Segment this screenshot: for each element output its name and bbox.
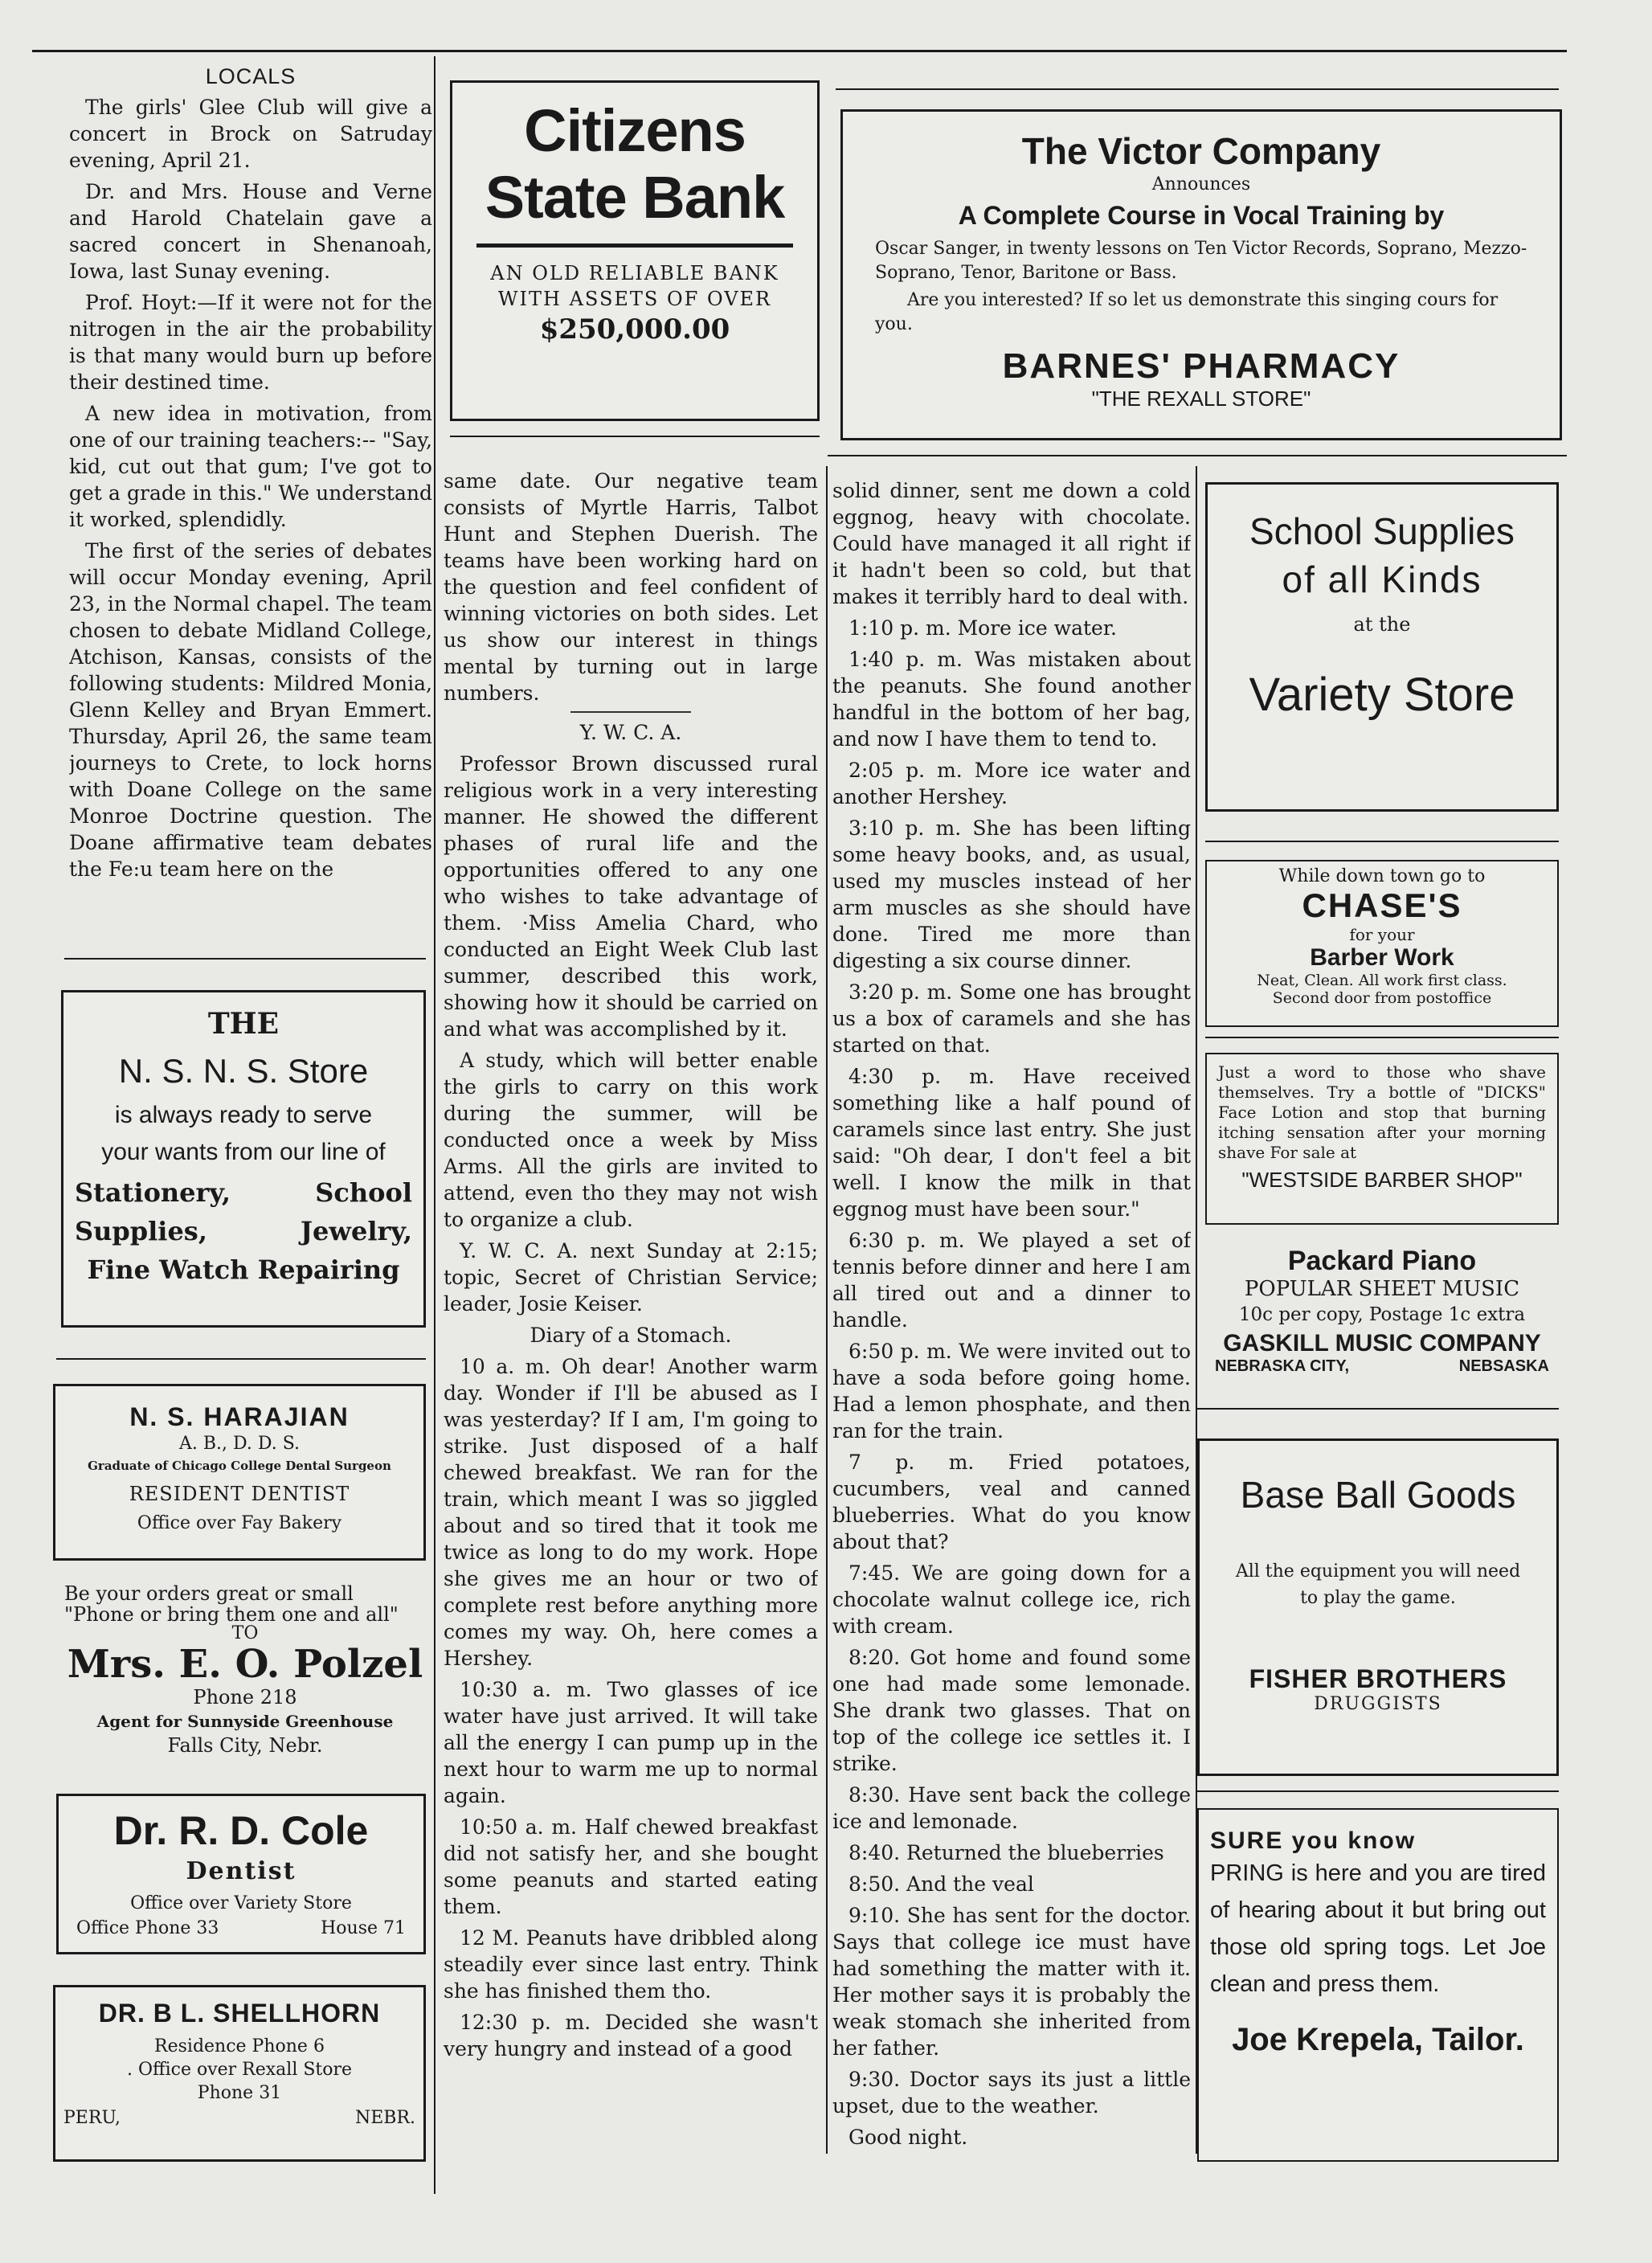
westside-text: Just a word to those who shave themselves. Try a bottle of "DICKS" Face Lotion and stop that burning itching sensation after your morning shave For sale at bbox=[1218, 1062, 1546, 1162]
nsns-the: THE bbox=[207, 1007, 280, 1041]
locals-paragraph: The first of the series of debates will occur Monday evening, April 23, in the Normal chapel. The team chosen to debate Midland College, Atchison, Kansas, consists of the following students: Mildred Monia, Glenn Kelley and Bryan Emmert. Thursday, April 26, the same team journeys to Crete, to lock horns with Doane College on the same Monroe Doctrine question. The Doane affirmative team debates the Fe:u team here on the bbox=[69, 539, 432, 881]
supplies-line1: School Supplies bbox=[1249, 510, 1515, 552]
locals-heading: LOCALS bbox=[205, 64, 296, 88]
polzel-city: Falls City, Nebr. bbox=[167, 1734, 323, 1757]
ywca-heading: Y. W. C. A. bbox=[579, 721, 682, 744]
packard-price: 10c per copy, Postage 1c extra bbox=[1238, 1304, 1526, 1325]
school-supplies-ad bbox=[1205, 482, 1559, 812]
diary-entry: 12:30 p. m. Decided she wasn't very hungry and instead of a good bbox=[444, 2011, 818, 2060]
supplies-at: at the bbox=[1353, 613, 1411, 636]
diary-entry: 8:40. Returned the blueberries bbox=[848, 1841, 1164, 1864]
baseball-line1: All the equipment you will need bbox=[1235, 1561, 1521, 1582]
harajian-resident: RESIDENT DENTIST bbox=[129, 1483, 350, 1505]
victor-title: The Victor Company bbox=[1021, 130, 1381, 172]
polzel-phone: Phone 218 bbox=[193, 1686, 297, 1709]
nsns-rule bbox=[56, 1358, 426, 1360]
nsns-name: N. S. N. S. Store bbox=[118, 1052, 369, 1090]
ywca-paragraph: Professor Brown discussed rural religious work in a very interesting manner. He showed the different phases of rural life and the opportunities offered to any one who wishes to take advantage of them. ·Miss Amelia Chard, who conducted an Eight Week Club last summer, described this work, showing how it should be carried on and what was accomplished by it. bbox=[444, 752, 818, 1041]
diary-entry: 10:30 a. m. Two glasses of ice water have just arrived. It will take all the energy I can pump up in the next hour to warm me up to normal again. bbox=[444, 1678, 818, 1807]
packard-name: Packard Piano bbox=[1287, 1246, 1477, 1276]
bank-rule bbox=[450, 436, 820, 437]
column-divider-2 bbox=[826, 466, 828, 2154]
harajian-graduate: Graduate of Chicago College Dental Surgeon bbox=[88, 1459, 391, 1473]
locals-paragraph: The girls' Glee Club will give a concert in Brock on Satruday evening, April 21. bbox=[69, 96, 432, 172]
packard-state: NEBSASKA bbox=[1458, 1357, 1549, 1375]
citizens-bank-ad bbox=[450, 80, 820, 421]
harajian-ad bbox=[53, 1384, 426, 1561]
supplies-rule bbox=[1205, 841, 1559, 842]
krepela-body: PRING is here and you are tired of hearing about it but bring out those old spring togs. Let Joe clean and press them. bbox=[1210, 1860, 1546, 1997]
diary-entry: 4:30 p. m. Have received something like a half pound of caramels since last entry. She just said: "Oh dear, I don't feel a bit well. I know the milk in that eggnog must have been sour." bbox=[832, 1065, 1191, 1221]
ywca-paragraph: Y. W. C. A. next Sunday at 2:15; topic, Secret of Christian Service; leader, Josie Keiser. bbox=[444, 1239, 818, 1316]
nsns-stationery: Stationery, bbox=[75, 1177, 231, 1208]
bank-amount: $250,000.00 bbox=[539, 313, 730, 346]
cole-house-phone: House 71 bbox=[321, 1918, 406, 1938]
top-rule-right bbox=[836, 88, 1559, 90]
diary-entry: 10:50 a. m. Half chewed breakfast did not satisfy her, and she bought some peanuts and started eating them. bbox=[444, 1815, 818, 1918]
krepela-tailor-ad bbox=[1197, 1808, 1559, 2162]
supplies-line2: of all Kinds bbox=[1282, 559, 1482, 600]
diary-entry: 10 a. m. Oh dear! Another warm day. Wonder if I'll be abused as I was yesterday? If I am, I'm going to strike. Just disposed of a half chewed breakfast. We ran for the train, which meant I was so jiggled about and so tired that it took me twice as long to do my work. Hope she gives me an hour or two of complete rest before anything more comes my way. Oh, here comes a Hershey. bbox=[444, 1355, 818, 1670]
diary-entry: 6:30 p. m. We played a set of tennis before dinner and here I am all tired out and a dinner to handle. bbox=[832, 1229, 1191, 1332]
debate-continued: same date. Our negative team consists of Myrtle Harris, Talbot Hunt and Stephen Duerish. The teams have been working hard on the question and feel confident of winning victories on both sides. Let us show our interest in things mental by turning out in large numbers. bbox=[444, 469, 818, 705]
polzel-name: Mrs. E. O. Polzel bbox=[67, 1642, 423, 1687]
gaskill-company: GASKILL MUSIC COMPANY bbox=[1223, 1330, 1541, 1357]
polzel-to: TO bbox=[231, 1623, 259, 1643]
cole-title: Dentist bbox=[186, 1857, 296, 1885]
diary-entry: 8:20. Got home and found some one had made some lemonade. She drank two glasses. That on top of the college ice settles it. I strike. bbox=[832, 1646, 1191, 1775]
chase-intro: While down town go to bbox=[1278, 866, 1486, 886]
nsns-line1: is always ready to serve bbox=[114, 1102, 373, 1128]
diary-entry: 8:30. Have sent back the college ice and lemonade. bbox=[832, 1783, 1191, 1833]
westside-name: "WESTSIDE BARBER SHOP" bbox=[1241, 1168, 1523, 1192]
chase-rule bbox=[1205, 1037, 1559, 1038]
diary-entry: 1:10 p. m. More ice water. bbox=[848, 616, 1117, 640]
baseball-rule bbox=[1197, 1790, 1559, 1792]
baseball-title: Base Ball Goods bbox=[1240, 1474, 1516, 1516]
locals-paragraph: Dr. and Mrs. House and Verne and Harold Chatelain gave a sacred concert in Shenanoah, Iowa, last Sunay evening. bbox=[69, 180, 432, 283]
polzel-line2: "Phone or bring them one and all" bbox=[64, 1603, 399, 1626]
bank-line1: Citizens bbox=[524, 97, 746, 164]
locals-paragraph: Prof. Hoyt:—If it were not for the nitrogen in the air the probability is that many would burn up before their destined time. bbox=[69, 291, 432, 394]
diary-entry: 6:50 p. m. We were invited out to have a soda before going home. Had a lemon phosphate, and then ran for the train. bbox=[832, 1340, 1191, 1443]
nsns-jewelry: Jewelry, bbox=[300, 1216, 412, 1246]
middle-column bbox=[444, 468, 818, 2163]
baseball-line2: to play the game. bbox=[1300, 1588, 1456, 1608]
polzel-ad bbox=[64, 1583, 426, 1776]
locals-column bbox=[69, 64, 432, 972]
nsns-line2: your wants from our line of bbox=[101, 1139, 386, 1165]
victor-description: Oscar Sanger, in twenty lessons on Ten Victor Records, Soprano, Mezzo-Soprano, Tenor, Baritone or Bass. bbox=[875, 239, 1527, 283]
variety-store: Variety Store bbox=[1249, 669, 1515, 721]
cole-ad bbox=[56, 1794, 426, 1954]
chase-name: CHASE'S bbox=[1302, 886, 1462, 924]
diary-entry: 12 M. Peanuts have dribbled along steadily ever since last entry. Think she has finished them tho. bbox=[444, 1926, 818, 2003]
diary-heading: Diary of a Stomach. bbox=[530, 1324, 732, 1347]
krepela-heading: SURE you know bbox=[1210, 1827, 1417, 1854]
bank-divider bbox=[476, 243, 793, 248]
harajian-name: N. S. HARAJIAN bbox=[129, 1402, 350, 1431]
packard-rule bbox=[1197, 1408, 1559, 1410]
column-divider-1 bbox=[434, 56, 435, 2194]
fisher-brothers: FISHER BROTHERS bbox=[1249, 1664, 1507, 1693]
chase-barber-ad bbox=[1205, 860, 1559, 1027]
bank-tag2: WITH ASSETS OF OVER bbox=[497, 288, 772, 310]
nsns-watch: Fine Watch Repairing bbox=[87, 1254, 400, 1285]
shellhorn-nebr: NEBR. bbox=[354, 2108, 415, 2128]
baseball-goods-ad bbox=[1197, 1438, 1559, 1776]
polzel-line1: Be your orders great or small bbox=[64, 1582, 354, 1605]
diary-continued-column bbox=[832, 477, 1191, 2165]
shellhorn-ad bbox=[53, 1985, 426, 2162]
shellhorn-residence: Residence Phone 6 bbox=[154, 2036, 325, 2056]
diary-entry: 7 p. m. Fried potatoes, cucumbers, veal and canned blueberries. What do you know about that? bbox=[832, 1451, 1191, 1553]
diary-entry: 3:20 p. m. Some one has brought us a box of caramels and she has started on that. bbox=[832, 980, 1191, 1057]
nsns-school: School bbox=[315, 1177, 412, 1208]
diary-entry: 7:45. We are going down for a chocolate walnut college ice, rich with cream. bbox=[832, 1561, 1191, 1638]
rexall-store: "THE REXALL STORE" bbox=[1091, 387, 1311, 411]
diary-continued: solid dinner, sent me down a cold eggnog, heavy with chocolate. Could have managed it all right if it hadn't been so cold, but that makes it terribly hard to deal with. bbox=[832, 479, 1191, 608]
diary-entry: Good night. bbox=[848, 2126, 968, 2149]
diary-entry: 9:30. Doctor says its just a little upset, due to the weather. bbox=[832, 2068, 1191, 2118]
shellhorn-peru: PERU, bbox=[63, 2108, 121, 2128]
section-rule bbox=[570, 711, 691, 713]
bank-line2: State Bank bbox=[485, 164, 785, 231]
fisher-druggists: DRUGGISTS bbox=[1314, 1694, 1442, 1714]
diary-entry: 3:10 p. m. She has been lifting some heavy books, and, as usual, used my muscles instead of her arm muscles as she should have done. Tired me more than digesting a six course dinner. bbox=[832, 816, 1191, 972]
nsns-supplies: Supplies, bbox=[75, 1216, 207, 1246]
shellhorn-name: DR. B L. SHELLHORN bbox=[98, 1999, 381, 2028]
cole-name: Dr. R. D. Cole bbox=[113, 1808, 369, 1853]
packard-city: NEBRASKA CITY, bbox=[1215, 1357, 1350, 1375]
bank-tag1: AN OLD RELIABLE BANK bbox=[490, 262, 779, 284]
barnes-pharmacy: BARNES' PHARMACY bbox=[1002, 346, 1401, 386]
victor-company-ad bbox=[840, 109, 1562, 440]
packard-piano-ad bbox=[1205, 1246, 1559, 1406]
locals-paragraph: A new idea in motivation, from one of our training teachers:-- "Say, kid, cut out that gum; I've got to get a grade in this." We understand it worked, splendidly. bbox=[69, 402, 432, 531]
diary-entry: 2:05 p. m. More ice water and another Hershey. bbox=[832, 759, 1191, 808]
diary-entry: 9:10. She has sent for the doctor. Says that college ice must have had something the matter with it. Her mother says it is probably the weak stomach she inherited from her father. bbox=[832, 1904, 1191, 2060]
nsns-store-ad bbox=[61, 990, 426, 1328]
chase-work: Barber Work bbox=[1310, 944, 1454, 971]
diary-entry: 8:50. And the veal bbox=[848, 1872, 1034, 1896]
shellhorn-phone: Phone 31 bbox=[197, 2083, 282, 2103]
chase-for: for your bbox=[1349, 925, 1415, 944]
locals-end-rule bbox=[64, 958, 426, 960]
victor-rule bbox=[828, 455, 1567, 456]
westside-barber-ad bbox=[1205, 1053, 1559, 1225]
victor-question: Are you interested? If so let us demonstrate this singing cours for you. bbox=[875, 290, 1499, 334]
victor-announces: Announces bbox=[1151, 174, 1251, 194]
harajian-office: Office over Fay Bakery bbox=[137, 1513, 342, 1533]
cole-office-phone: Office Phone 33 bbox=[76, 1918, 219, 1938]
top-rule bbox=[32, 50, 1567, 52]
shellhorn-office: . Office over Rexall Store bbox=[126, 2060, 353, 2080]
packard-music: POPULAR SHEET MUSIC bbox=[1244, 1277, 1520, 1301]
victor-course: A Complete Course in Vocal Training by bbox=[958, 201, 1445, 230]
ywca-paragraph: A study, which will better enable the girls to carry on this work during the summer, will be conducted once a week by Miss Arms. All the girls are invited to attend, even tho they may not wish to organize a club. bbox=[444, 1049, 818, 1231]
polzel-agent: Agent for Sunnyside Greenhouse bbox=[96, 1712, 394, 1731]
chase-door: Second door from postoffice bbox=[1272, 989, 1492, 1007]
diary-entry: 1:40 p. m. Was mistaken about the peanuts. She found another handful in the bottom of her bag, and now I have them to tend to. bbox=[832, 648, 1191, 751]
cole-office: Office over Variety Store bbox=[130, 1893, 352, 1913]
chase-neat: Neat, Clean. All work first class. bbox=[1257, 972, 1507, 989]
harajian-degree: A. B., D. D. S. bbox=[179, 1434, 300, 1454]
krepela-name: Joe Krepela, Tailor. bbox=[1232, 2022, 1524, 2057]
